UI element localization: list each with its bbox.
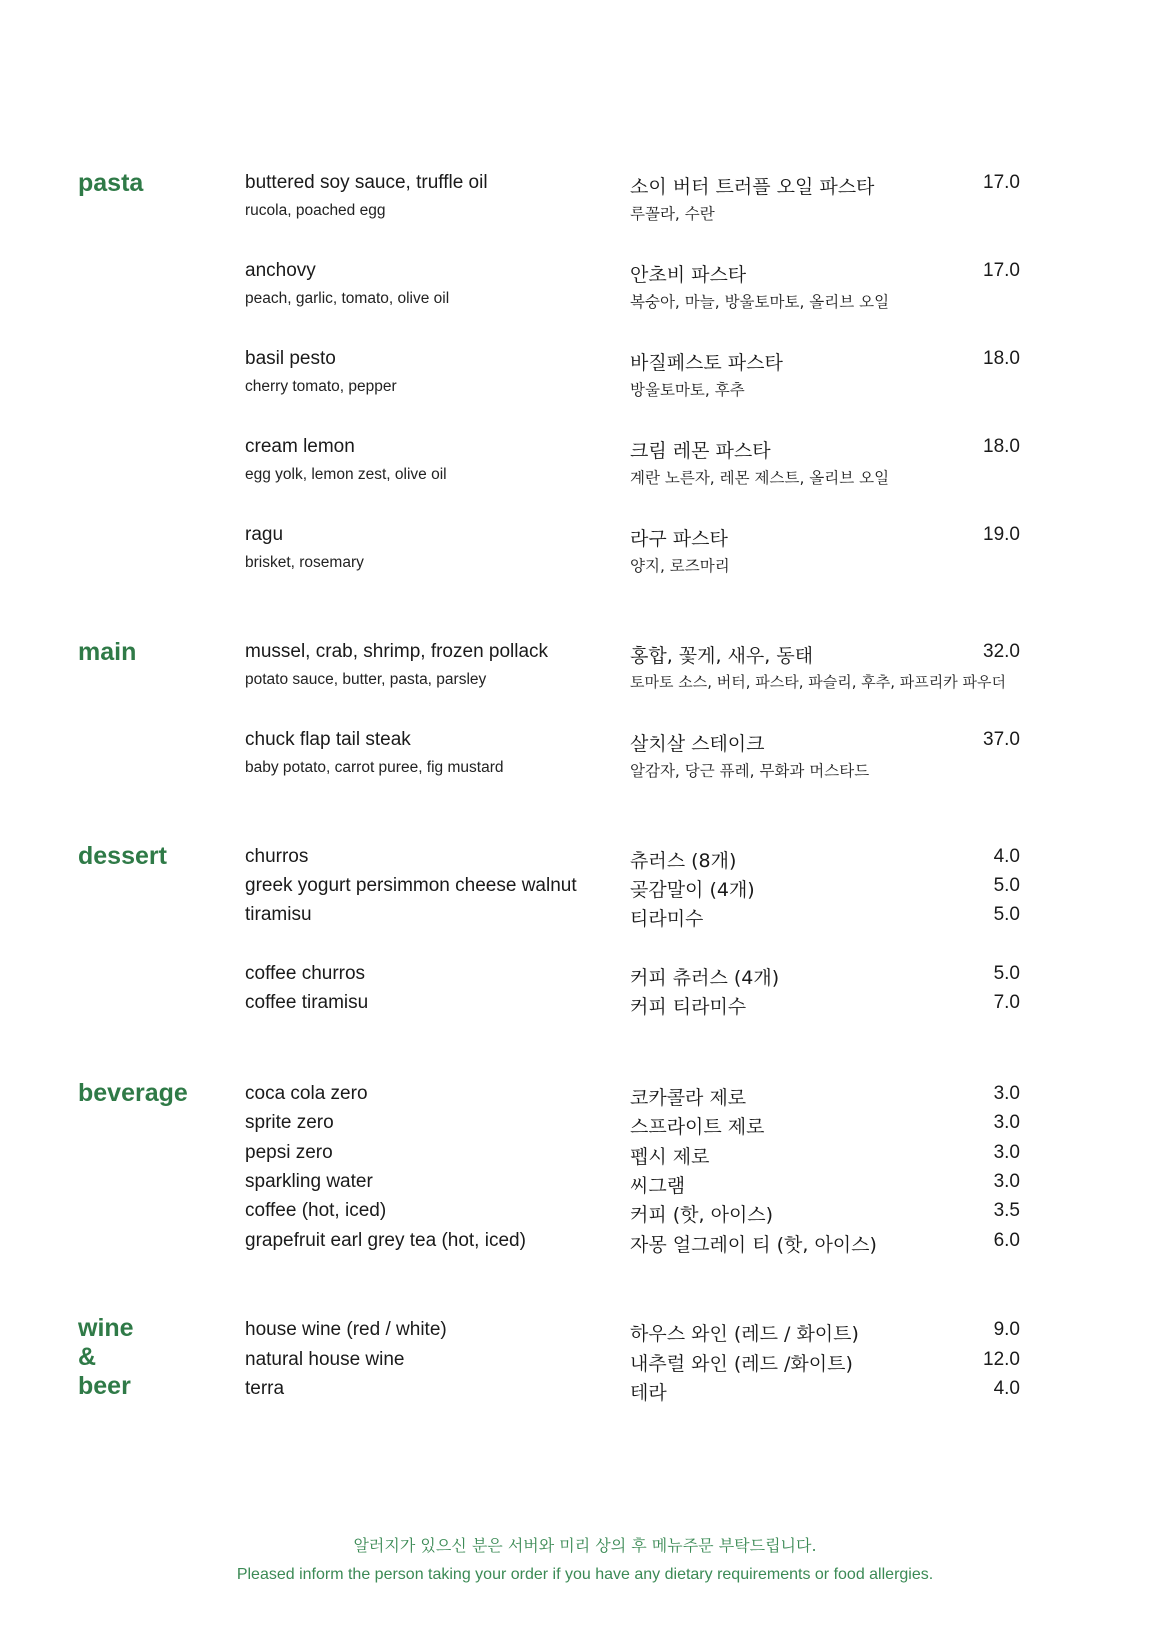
item-price: 3.0: [993, 1142, 1020, 1163]
item-name-ko: 곶감말이 (4개): [630, 879, 755, 901]
item-price: 3.0: [993, 1171, 1020, 1192]
item-price: 4.0: [993, 1378, 1020, 1399]
item-name-ko: 테라: [630, 1382, 667, 1404]
item-price: 3.0: [993, 1083, 1020, 1104]
item-name-en: house wine (red / white): [245, 1319, 447, 1340]
item-name-en: greek yogurt persimmon cheese walnut: [245, 875, 577, 896]
item-name-en: ragu: [245, 524, 284, 545]
item-name-en: natural house wine: [245, 1349, 405, 1370]
item-name-ko: 내추럴 와인 (레드 /화이트): [630, 1353, 853, 1375]
item-name-ko: 커피 츄러스 (4개): [630, 967, 780, 989]
item-name-ko: 코카콜라 제로: [630, 1087, 747, 1109]
item-name-en: grapefruit earl grey tea (hot, iced): [245, 1230, 526, 1251]
item-name-en: basil pesto: [245, 348, 336, 369]
item-desc-en: brisket, rosemary: [245, 554, 364, 571]
item-desc-en: peach, garlic, tomato, olive oil: [245, 290, 450, 307]
item-price: 18.0: [983, 348, 1020, 369]
item-desc-ko: 계란 노른자, 레몬 제스트, 올리브 오일: [630, 469, 890, 487]
item-name-ko: 소이 버터 트러플 오일 파스타: [630, 176, 875, 198]
item-name-ko: 라구 파스타: [630, 528, 728, 550]
item-name-ko: 살치살 스테이크: [630, 733, 765, 755]
item-price: 19.0: [983, 524, 1020, 545]
item-name-en: churros: [245, 846, 309, 867]
item-desc-ko: 토마토 소스, 버터, 파스타, 파슬리, 후추, 파프리카 파우더: [630, 673, 1006, 691]
item-price: 4.0: [993, 846, 1020, 867]
allergy-notice-en: Pleased inform the person taking your order if you have any dietary requirements or food allergies.: [236, 1566, 934, 1583]
item-name-ko: 자몽 얼그레이 티 (핫, 아이스): [630, 1234, 877, 1256]
item-price: 17.0: [983, 260, 1020, 281]
item-name-en: sparkling water: [245, 1171, 373, 1192]
item-name-en: coffee churros: [245, 963, 366, 984]
item-desc-en: potato sauce, butter, pasta, parsley: [245, 671, 487, 688]
title-line-wine: wine: [78, 1314, 134, 1342]
item-price: 17.0: [983, 172, 1020, 193]
item-price: 3.0: [993, 1112, 1020, 1133]
item-price: 5.0: [993, 904, 1020, 925]
section-title-pasta: pasta: [78, 169, 144, 197]
item-name-en: mussel, crab, shrimp, frozen pollack: [245, 641, 549, 662]
item-name-en: coffee tiramisu: [245, 992, 369, 1013]
item-name-ko: 스프라이트 제로: [630, 1116, 765, 1138]
item-desc-ko: 루꼴라, 수란: [630, 205, 715, 223]
item-name-en: coffee (hot, iced): [245, 1200, 387, 1221]
item-name-en: sprite zero: [245, 1112, 334, 1133]
item-desc-en: baby potato, carrot puree, fig mustard: [245, 759, 504, 776]
item-name-ko: 홍합, 꽃게, 새우, 동태: [630, 645, 814, 667]
item-desc-en: rucola, poached egg: [245, 202, 386, 219]
item-name-en: pepsi zero: [245, 1142, 333, 1163]
section-title-wine-beer: [78, 1314, 134, 1401]
item-price: 9.0: [993, 1319, 1020, 1340]
item-name-ko: 커피 (핫, 아이스): [630, 1204, 774, 1226]
section-title-beverage: beverage: [78, 1079, 188, 1107]
allergy-notice-ko: 알러지가 있으신 분은 서버와 미리 상의 후 메뉴주문 부탁드립니다.: [353, 1536, 817, 1555]
item-name-ko: 안초비 파스타: [630, 264, 747, 286]
item-name-ko: 씨그램: [630, 1175, 686, 1197]
section-title-dessert: dessert: [78, 842, 167, 870]
item-desc-ko: 복숭아, 마늘, 방울토마토, 올리브 오일: [630, 293, 890, 311]
item-desc-ko: 알감자, 당근 퓨레, 무화과 머스타드: [630, 762, 870, 780]
item-name-en: anchovy: [245, 260, 316, 281]
item-desc-en: cherry tomato, pepper: [245, 378, 397, 395]
title-line-beer: beer: [78, 1372, 131, 1400]
item-name-ko: 커피 티라미수: [630, 996, 747, 1018]
item-price: 5.0: [993, 963, 1020, 984]
item-price: 12.0: [983, 1349, 1020, 1370]
item-name-en: tiramisu: [245, 904, 312, 925]
item-name-ko: 하우스 와인 (레드 / 화이트): [630, 1323, 859, 1345]
item-price: 18.0: [983, 436, 1020, 457]
item-name-ko: 티라미수: [630, 908, 704, 930]
item-desc-en: egg yolk, lemon zest, olive oil: [245, 466, 447, 483]
item-price: 6.0: [993, 1230, 1020, 1251]
item-price: 5.0: [993, 875, 1020, 896]
item-name-ko: 츄러스 (8개): [630, 850, 737, 872]
item-price: 7.0: [993, 992, 1020, 1013]
item-desc-ko: 양지, 로즈마리: [630, 557, 730, 575]
title-line-ampersand: &: [78, 1343, 97, 1371]
item-price: 32.0: [983, 641, 1020, 662]
item-price: 37.0: [983, 729, 1020, 750]
item-price: 3.5: [993, 1200, 1020, 1221]
item-name-en: coca cola zero: [245, 1083, 368, 1104]
item-name-en: cream lemon: [245, 436, 355, 457]
item-name-ko: 바질페스토 파스타: [630, 352, 783, 374]
section-title-main: main: [78, 638, 137, 666]
item-desc-ko: 방울토마토, 후추: [630, 381, 745, 399]
item-name-en: terra: [245, 1378, 285, 1399]
item-name-en: chuck flap tail steak: [245, 729, 411, 750]
item-name-en: buttered soy sauce, truffle oil: [245, 172, 488, 193]
item-name-ko: 펩시 제로: [630, 1146, 710, 1168]
item-name-ko: 크림 레몬 파스타: [630, 440, 771, 462]
